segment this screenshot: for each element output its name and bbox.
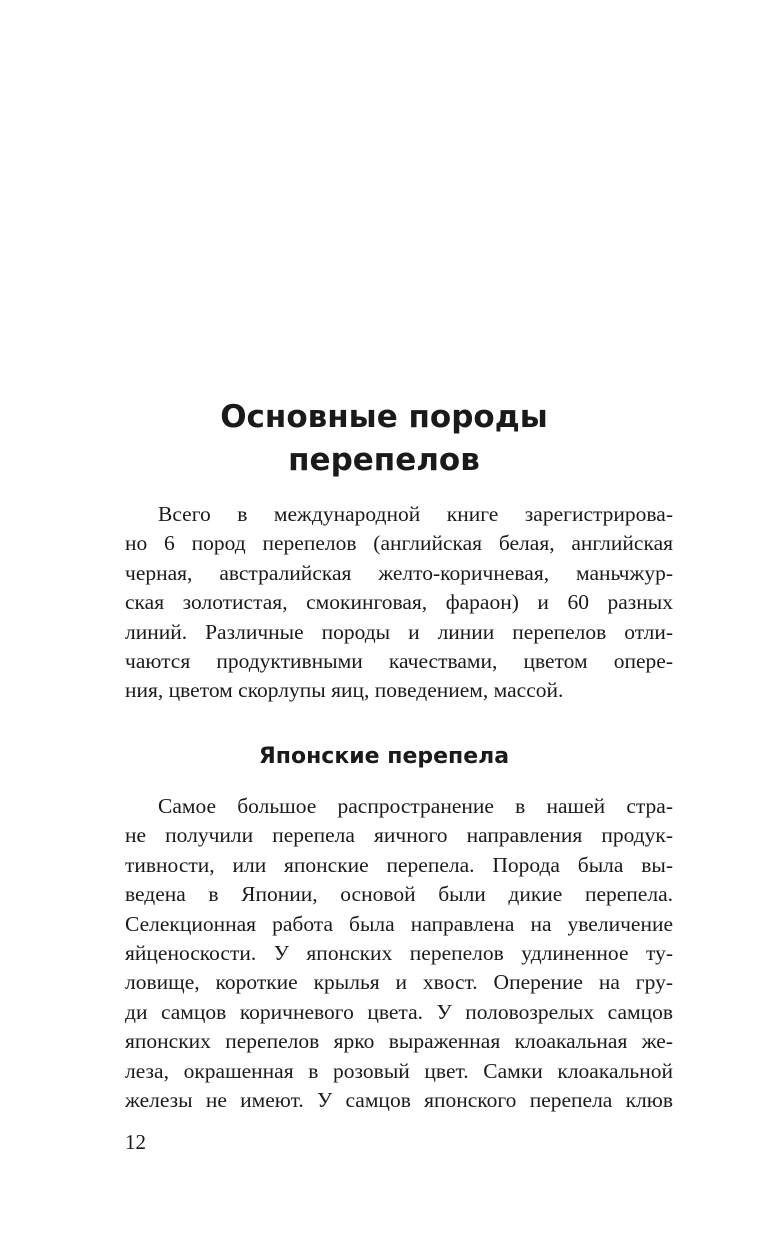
paragraph-line: линий. Различные породы и линии перепелов отли- bbox=[125, 619, 673, 644]
paragraph-line: чаются продуктивными качествами, цветом опере- bbox=[125, 648, 673, 673]
paragraph-line: железы не имеют. У самцов японского перепела клюв bbox=[125, 1087, 673, 1112]
paragraph-line: ди самцов коричневого цвета. У половозрелых самцов bbox=[125, 999, 673, 1024]
paragraph-line: ловище, короткие крылья и хвост. Оперение на гру- bbox=[125, 970, 673, 995]
paragraph-line: яйценоскости. У японских перепелов удлиненное ту- bbox=[125, 940, 673, 965]
page-number: 12 bbox=[125, 1130, 146, 1154]
paragraph-line: Самое большое распространение в нашей стра- bbox=[158, 794, 673, 818]
section-title: Японские перепела bbox=[258, 744, 510, 769]
paragraph-line: ведена в Японии, основой были дикие перепела. bbox=[125, 882, 673, 907]
chapter-title-line: перепелов bbox=[288, 442, 480, 478]
intro-paragraph bbox=[125, 500, 673, 706]
chapter-title bbox=[96, 396, 672, 482]
paragraph-line: но 6 пород перепелов (английская белая, английская bbox=[125, 531, 673, 556]
paragraph-line: леза, окрашенная в розовый цвет. Самки клоакальной bbox=[125, 1058, 673, 1083]
paragraph-line: черная, австралийская желто-коричневая, маньчжур- bbox=[125, 560, 673, 585]
paragraph-line: ния, цветом скорлупы яиц, поведением, массой. bbox=[125, 678, 564, 703]
paragraph-line: тивности, или японские перепела. Порода была вы- bbox=[125, 852, 673, 877]
japanese-quail-paragraph bbox=[125, 792, 673, 1115]
paragraph-line: не получили перепела яичного направления продук- bbox=[125, 823, 673, 848]
paragraph-line: Селекционная работа была направлена на увеличение bbox=[125, 911, 673, 936]
chapter-title-line: Основные породы bbox=[220, 399, 548, 435]
paragraph-line: Всего в международной книге зарегистрирова- bbox=[158, 502, 673, 526]
paragraph-line: японских перепелов ярко выраженная клоакальная же- bbox=[125, 1029, 673, 1054]
paragraph-line: ская золотистая, смокинговая, фараон) и 60 разных bbox=[125, 590, 673, 615]
